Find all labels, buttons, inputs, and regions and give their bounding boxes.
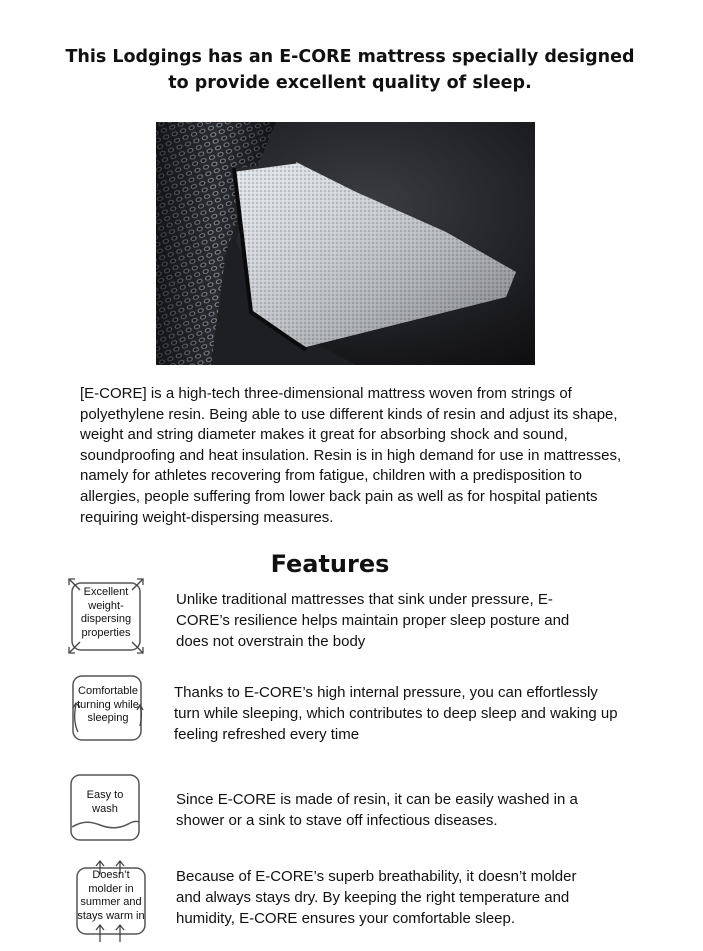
feature-icon-label: Excellent weight-dispersing properties xyxy=(80,586,132,639)
features-heading: Features xyxy=(270,550,390,578)
intro-paragraph: [E-CORE] is a high-tech three-dimensional mattress woven from strings of polyethylene resin. Being able to use different kinds of resin and adjust its shape, weight and string diameter makes it great for absorbing shock and sound, soundproofing and heat insulation. Resin is in high demand for use in mattresses, namely for athletes recovering from fatigue, children with a predisposition to allergies, people suffering from lower back pain as well as for hospital patients requiring weight-dispersing measures. xyxy=(80,385,622,526)
mattress-photo xyxy=(156,122,535,365)
feature-description: Thanks to E-CORE’s high internal pressure, you can effortlessly turn while sleeping, which contributes to deep sleep and waking up feeling refreshed every time xyxy=(174,684,618,743)
feature-description: Unlike traditional mattresses that sink under pressure, E-CORE’s resilience helps maintain proper sleep posture and does not overstrain the body xyxy=(176,591,570,650)
feature-description: Since E-CORE is made of resin, it can be easily washed in a shower or a sink to stave off infectious diseases. xyxy=(176,791,578,829)
water-wave-icon xyxy=(70,773,150,853)
weight-dispersing-icon xyxy=(66,576,146,656)
feature-icon-label: Easy to wash xyxy=(86,789,124,815)
feature-icon-label: Doesn’t molder in summer and stays warm in xyxy=(77,869,145,922)
turning-icon xyxy=(70,674,150,754)
page-title: This Lodgings has an E-CORE mattress specially designed to provide excellent quality of sleep. xyxy=(65,47,635,93)
feature-description: Because of E-CORE’s superb breathability, it doesn’t molder and always stays dry. By keeping the right temperature and humidity, E-CORE ensures your comfortable sleep. xyxy=(176,868,577,927)
feature-icon-label: Comfortable turning while sleeping xyxy=(77,685,139,724)
airflow-icon xyxy=(75,860,155,944)
